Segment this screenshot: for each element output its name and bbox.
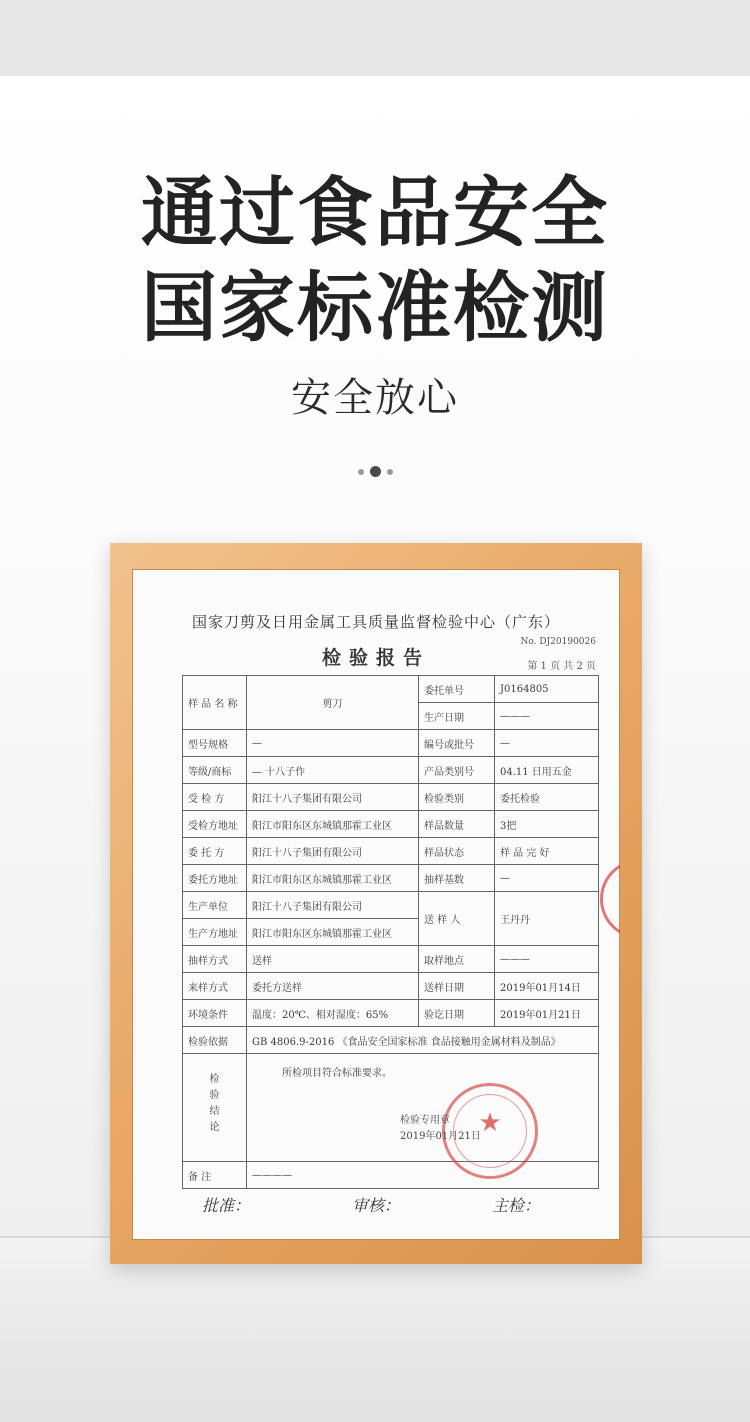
cell-label: 环境条件	[183, 1000, 247, 1027]
cell-value: 送样	[247, 946, 419, 973]
seal-caption-block	[400, 1113, 481, 1145]
cell-label: 委 托 方	[183, 838, 247, 865]
cell-value: ————	[247, 1162, 599, 1189]
cell-label: 抽样方式	[183, 946, 247, 973]
cell-value: J0164805	[495, 676, 599, 703]
chief-text: 主检：	[492, 1196, 541, 1215]
cell-label: 编号或批号	[419, 730, 495, 757]
cell-label: 生产方地址	[183, 919, 247, 946]
seal-date: 2019年01月21日	[400, 1131, 481, 1142]
table-row	[183, 946, 599, 973]
cell-value: ———	[495, 703, 599, 730]
cell-value: 阳江市阳东区东城镇那霍工业区	[247, 811, 419, 838]
cell-value: 委托检验	[495, 784, 599, 811]
table-row	[183, 811, 599, 838]
cell-label: 委托方地址	[183, 865, 247, 892]
table-row	[183, 676, 599, 703]
cell-value: —	[495, 730, 599, 757]
cell-value: 委托方送样	[247, 973, 419, 1000]
cell-label: 生产单位	[183, 892, 247, 919]
cell-value: 王丹丹	[495, 892, 599, 946]
table-row	[183, 838, 599, 865]
star-icon: ★	[478, 1108, 502, 1138]
table-row	[183, 892, 599, 919]
carousel-dot-1[interactable]	[358, 469, 364, 475]
table-row	[183, 1000, 599, 1027]
report-page: 第 1 页 共 2 页	[527, 661, 596, 672]
cell-value: — 十八子作	[247, 757, 419, 784]
cell-label: 抽样基数	[419, 865, 495, 892]
cell-label: 型号规格	[183, 730, 247, 757]
cell-label: 送 样 人	[419, 892, 495, 946]
cell-label: 生产日期	[419, 703, 495, 730]
cell-value: 阳江十八子集团有限公司	[247, 892, 419, 919]
table-row	[183, 865, 599, 892]
report-organization: 国家刀剪及日用金属工具质量监督检验中心（广东）	[191, 613, 560, 631]
red-seal-edge-stamp	[600, 859, 620, 939]
table-row	[183, 784, 599, 811]
cell-label: 样 品 名 称	[183, 676, 247, 730]
cell-label: 来样方式	[183, 973, 247, 1000]
cell-label: 检验依据	[183, 1027, 247, 1054]
cell-value: —	[495, 865, 599, 892]
cell-value: 阳江十八子集团有限公司	[247, 838, 419, 865]
table-row	[183, 973, 599, 1000]
cell-label: 委托单号	[419, 676, 495, 703]
report-title: 检验报告	[321, 647, 430, 669]
cell-label: 取样地点	[419, 946, 495, 973]
cell-label: 送样日期	[419, 973, 495, 1000]
cell-label: 等级/商标	[183, 757, 247, 784]
certificate-frame	[110, 543, 642, 1264]
approve-label	[202, 1193, 250, 1216]
conclusion-label: 检验结论	[209, 1074, 220, 1133]
seal-caption: 检验专用章	[400, 1115, 450, 1126]
cell-label: 受 检 方	[183, 784, 247, 811]
cell-value: ———	[495, 946, 599, 973]
review-label	[352, 1193, 400, 1216]
table-row	[183, 757, 599, 784]
cell-value: 剪刀	[247, 676, 419, 730]
table-row	[183, 1054, 599, 1162]
conclusion-text: 所检项目符合标准要求。	[282, 1068, 392, 1079]
inspection-report	[132, 569, 620, 1240]
cell-value: 阳江十八子集团有限公司	[247, 784, 419, 811]
subtitle: 安全放心	[291, 375, 459, 421]
cell-value: 3把	[495, 811, 599, 838]
cell-value: 2019年01月21日	[495, 1000, 599, 1027]
cell-label: 备 注	[183, 1162, 247, 1189]
top-band	[0, 0, 750, 76]
cell-value: GB 4806.9-2016 《食品安全国家标准 食品接触用金属材料及制品》	[247, 1027, 599, 1054]
table-row	[183, 1027, 599, 1054]
report-number: No. DJ20190026	[520, 637, 596, 647]
carousel-dot-2-active[interactable]	[370, 466, 381, 477]
cell-value: —	[247, 730, 419, 757]
cell-label: 验讫日期	[419, 1000, 495, 1027]
cell-value: 2019年01月14日	[495, 973, 599, 1000]
carousel-indicator	[0, 466, 750, 477]
headline-line-2: 国家标准检测	[141, 263, 609, 352]
approve-text: 批准：	[202, 1196, 251, 1215]
cell-label	[183, 1054, 247, 1162]
cell-value: 温度：20℃、相对湿度：65%	[247, 1000, 419, 1027]
table-row	[183, 1162, 599, 1189]
cell-label: 产品类别号	[419, 757, 495, 784]
cell-value	[247, 1054, 599, 1162]
cell-label: 检验类别	[419, 784, 495, 811]
chief-label	[492, 1193, 540, 1216]
carousel-dot-3[interactable]	[387, 469, 393, 475]
certificate-paper	[132, 569, 620, 1240]
headline-line-1: 通过食品安全	[141, 168, 609, 257]
cell-label: 样品数量	[419, 811, 495, 838]
review-text: 审核：	[352, 1196, 401, 1215]
cell-value: 阳江市阳东区东城镇那霍工业区	[247, 919, 419, 946]
cell-label: 受检方地址	[183, 811, 247, 838]
cell-label: 样品状态	[419, 838, 495, 865]
report-table	[182, 675, 599, 1189]
cell-value: 04.11 日用五金	[495, 757, 599, 784]
cell-value: 样 品 完 好	[495, 838, 599, 865]
table-row	[183, 730, 599, 757]
cell-value: 阳江市阳东区东城镇那霍工业区	[247, 865, 419, 892]
